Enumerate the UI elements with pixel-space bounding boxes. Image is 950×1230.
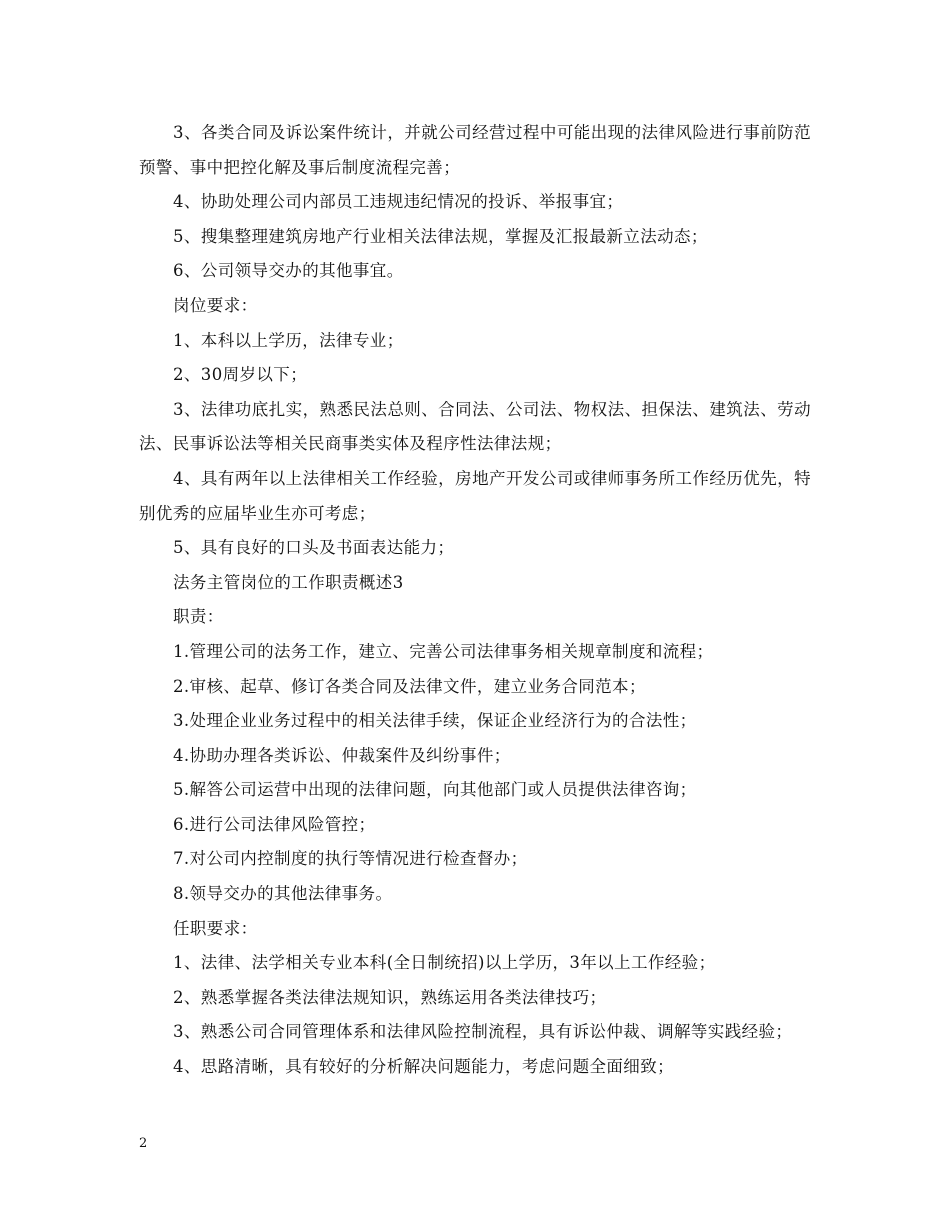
paragraph-duty-5: 5、搜集整理建筑房地产行业相关法律法规，掌握及汇报最新立法动态； (173, 226, 708, 246)
paragraph-responsibility-6: 6.进行公司法律风险管控； (173, 814, 376, 834)
paragraph-qualification-3: 3、熟悉公司合同管理体系和法律风险控制流程，具有诉讼仲裁、调解等实践经验； (173, 1022, 793, 1042)
paragraph-requirement-2: 2、30周岁以下； (173, 365, 308, 385)
paragraph-responsibility-2: 2.审核、起草、修订各类合同及法律文件，建立业务合同范本； (173, 676, 646, 696)
paragraph-responsibility-1: 1.管理公司的法务工作，建立、完善公司法律事务相关规章制度和流程； (173, 641, 714, 661)
paragraph-requirement-5: 5、具有良好的口头及书面表达能力； (173, 538, 455, 558)
paragraph-qualification-1: 1、法律、法学相关专业本科(全日制统招)以上学历，3年以上工作经验； (173, 953, 716, 973)
heading-qualifications: 任职要求： (173, 918, 258, 938)
paragraph-responsibility-7: 7.对公司内控制度的执行等情况进行检查督办； (173, 849, 528, 869)
paragraph-qualification-2: 2、熟悉掌握各类法律法规知识，熟练运用各类法律技巧； (173, 987, 607, 1007)
section-title-3: 法务主管岗位的工作职责概述3 (173, 572, 404, 592)
paragraph-responsibility-8: 8.领导交办的其他法律事务。 (173, 884, 393, 904)
paragraph-responsibility-4: 4.协助办理各类诉讼、仲裁案件及纠纷事件； (173, 745, 511, 765)
paragraph-qualification-4: 4、思路清晰，具有较好的分析解决问题能力，考虑问题全面细致； (173, 1057, 674, 1077)
paragraph-duty-6: 6、公司领导交办的其他事宜。 (173, 261, 404, 281)
paragraph-duty-3: 3、各类合同及诉讼案件统计，并就公司经营过程中可能出现的法律风险进行事前防范预警、事中把控化解及事后制度流程完善； (139, 123, 811, 177)
page-number: 2 (139, 1136, 148, 1151)
paragraph-responsibility-3: 3.处理企业业务过程中的相关法律手续，保证企业经济行为的合法性； (173, 711, 697, 731)
document-body (139, 116, 811, 1085)
heading-job-requirements: 岗位要求： (173, 295, 258, 315)
paragraph-requirement-1: 1、本科以上学历，法律专业； (173, 330, 404, 350)
paragraph-requirement-4: 4、具有两年以上法律相关工作经验，房地产开发公司或律师事务所工作经历优先，特别优秀的应届毕业生亦可考虑； (139, 468, 811, 523)
heading-responsibilities: 职责： (173, 607, 224, 627)
paragraph-requirement-3: 3、法律功底扎实，熟悉民法总则、合同法、公司法、物权法、担保法、建筑法、劳动法、民事诉讼法等相关民商事类实体及程序性法律法规； (139, 399, 811, 454)
paragraph-duty-4: 4、协助处理公司内部员工违规违纪情况的投诉、举报事宜； (173, 192, 624, 212)
paragraph-responsibility-5: 5.解答公司运营中出现的法律问题，向其他部门或人员提供法律咨询； (173, 780, 697, 800)
